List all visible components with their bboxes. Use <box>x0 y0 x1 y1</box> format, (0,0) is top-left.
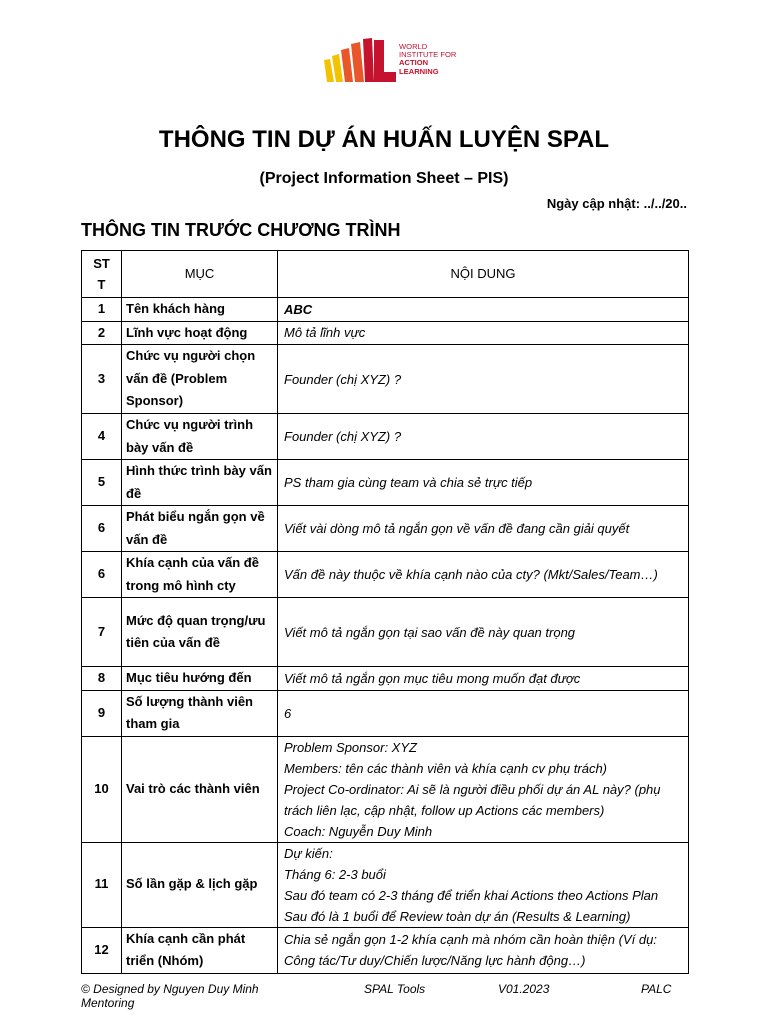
logo-line: ACTION <box>399 58 429 68</box>
row-item: Tên khách hàng <box>122 298 278 322</box>
row-number: 10 <box>82 736 122 842</box>
row-content <box>278 690 689 736</box>
info-table <box>81 250 689 974</box>
content-line: Problem Sponsor: XYZ <box>284 739 417 755</box>
table-row <box>82 927 689 973</box>
row-item: Lĩnh vực hoạt động <box>122 321 278 345</box>
table-row <box>82 598 689 667</box>
content-line: Founder (chị XYZ) ? <box>284 429 402 444</box>
row-content <box>278 598 689 667</box>
content-line: Project Co-ordinator: Ai sẽ là người điều phối dự án AL này? (phụ trách liên lạc, cập nhật, follow up Actions các members) <box>284 781 661 818</box>
table-row <box>82 414 689 460</box>
row-content <box>278 321 689 345</box>
footer-designed: © Designed by Nguyen Duy Minh Mentoring <box>81 982 259 1010</box>
row-content <box>278 506 689 552</box>
row-content <box>278 460 689 506</box>
content-line: Viết vài dòng mô tả ngắn gọn về vấn đề đang cần giải quyết <box>284 521 630 536</box>
table-row <box>82 298 689 322</box>
header-stt-line: ST <box>93 256 110 271</box>
table-row <box>82 667 689 691</box>
row-content <box>278 842 689 927</box>
table-row <box>82 506 689 552</box>
row-item: Khía cạnh cần phát triển (Nhóm) <box>122 927 278 973</box>
row-number: 4 <box>82 414 122 460</box>
table-row <box>82 842 689 927</box>
row-item: Số lượng thành viên tham gia <box>122 690 278 736</box>
content-line: 6 <box>284 705 292 721</box>
wial-logo-mark <box>322 36 400 86</box>
row-number: 8 <box>82 667 122 691</box>
footer-version: V01.2023 <box>498 982 550 996</box>
content-line: Dự kiến: <box>284 845 333 861</box>
row-content <box>278 345 689 414</box>
row-item: Mục tiêu hướng đến <box>122 667 278 691</box>
content-line: Viết mô tả ngắn gọn tại sao vấn đề này quan trọng <box>284 624 576 640</box>
row-number: 3 <box>82 345 122 414</box>
row-item: Mức độ quan trọng/ưu tiên của vấn đề <box>122 598 278 667</box>
row-content <box>278 552 689 598</box>
row-number: 2 <box>82 321 122 345</box>
row-item: Chức vụ người chọn vấn đề (Problem Sponsor) <box>122 345 278 414</box>
page-subtitle: (Project Information Sheet – PIS) <box>259 170 509 187</box>
content-line: Chia sẻ ngắn gọn 1-2 khía cạnh mà nhóm cần hoàn thiện (Ví dụ: Công tác/Tư duy/Chiến lược/Năng lực hành động…) <box>284 932 657 968</box>
row-content <box>278 298 689 322</box>
content-line: PS tham gia cùng team và chia sẻ trực tiếp <box>284 475 533 490</box>
row-number: 7 <box>82 598 122 667</box>
page-footer <box>81 982 681 1012</box>
row-number: 6 <box>82 506 122 552</box>
content-line: Coach: Nguyễn Duy Minh <box>284 823 433 839</box>
table-header-row <box>82 251 689 298</box>
logo-line: INSTITUTE FOR <box>399 50 457 60</box>
content-line: Sau đó team có 2-3 tháng để triển khai Actions theo Actions Plan <box>284 887 659 903</box>
row-number: 9 <box>82 690 122 736</box>
update-date: Ngày cập nhật: ../../20.. <box>546 196 687 211</box>
row-content <box>278 667 689 691</box>
row-content <box>278 414 689 460</box>
row-item: Hình thức trình bày vấn đề <box>122 460 278 506</box>
row-number: 12 <box>82 927 122 973</box>
footer-brand: PALC <box>641 982 672 996</box>
row-item: Vai trò các thành viên <box>122 736 278 842</box>
content-line: Mô tả lĩnh vực <box>284 325 366 341</box>
header-stt <box>82 251 122 298</box>
row-content <box>278 927 689 973</box>
row-number: 6 <box>82 552 122 598</box>
table-row <box>82 321 689 345</box>
row-number: 11 <box>82 842 122 927</box>
logo-line: LEARNING <box>399 66 439 76</box>
row-item: Phát biểu ngắn gọn về vấn đề <box>122 506 278 552</box>
content-line: Founder (chị XYZ) ? <box>284 371 402 387</box>
row-content <box>278 736 689 842</box>
row-item: Số lần gặp & lịch gặp <box>122 842 278 927</box>
header-stt-line: T <box>97 277 106 292</box>
section-heading: THÔNG TIN TRƯỚC CHƯƠNG TRÌNH <box>81 220 401 240</box>
wial-logo <box>322 36 457 86</box>
content-line: Members: tên các thành viên và khía cạnh cv phụ trách) <box>284 760 608 776</box>
table-row <box>82 736 689 842</box>
header-noidung: NỘI DUNG <box>278 251 689 298</box>
footer-tool: SPAL Tools <box>364 982 426 996</box>
content-line: Sau đó là 1 buổi để Review toàn dự án (Results & Learning) <box>284 908 631 924</box>
content-line: ABC <box>284 301 313 317</box>
table-row <box>82 460 689 506</box>
content-line: Tháng 6: 2-3 buổi <box>284 866 386 882</box>
row-number: 1 <box>82 298 122 322</box>
page-title: THÔNG TIN DỰ ÁN HUẤN LUYỆN SPAL <box>158 126 610 153</box>
logo-line: WORLD <box>399 42 428 51</box>
table-row <box>82 345 689 414</box>
content-line: Vấn đề này thuộc về khía cạnh nào của cty? (Mkt/Sales/Team…) <box>284 567 658 582</box>
row-item: Khía cạnh của vấn đề trong mô hình cty <box>122 552 278 598</box>
content-line: Viết mô tả ngắn gọn mục tiêu mong muốn đạt được <box>284 670 581 686</box>
table-row <box>82 690 689 736</box>
table-row <box>82 552 689 598</box>
wial-logo-text <box>399 43 456 76</box>
row-number: 5 <box>82 460 122 506</box>
row-item: Chức vụ người trình bày vấn đề <box>122 414 278 460</box>
header-muc: MỤC <box>122 251 278 298</box>
